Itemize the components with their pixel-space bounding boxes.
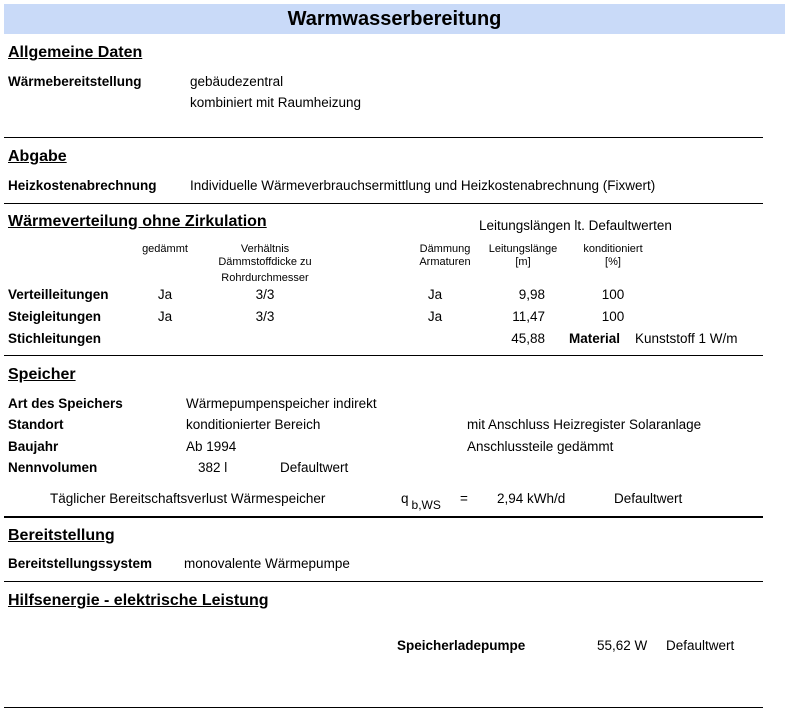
section-heading-allgemeine-daten: Allgemeine Daten: [8, 44, 143, 61]
section-heading-speicher: Speicher: [8, 366, 76, 383]
divider: [4, 203, 763, 204]
bereitschaftsverlust-value: 2,94 kWh/d: [497, 491, 566, 506]
speicherladepumpe-extra: Defaultwert: [666, 638, 735, 653]
column-header-konditioniert-2: [%]: [605, 256, 621, 268]
page-title: Warmwasserbereitung: [4, 4, 785, 34]
row-label-stichleitungen: Stichleitungen: [8, 331, 102, 346]
nennvolumen-value: 382 l: [198, 460, 228, 475]
speicher-art-label: Art des Speichers: [8, 396, 123, 411]
material-value: Kunststoff 1 W/m: [635, 331, 738, 346]
symbol-q: q: [401, 491, 409, 506]
cell-laenge: 45,88: [511, 331, 545, 346]
cell-gedaemmt: Ja: [157, 287, 173, 302]
cell-laenge: 11,47: [512, 309, 545, 324]
baujahr-value: Ab 1994: [186, 439, 237, 454]
bereitschaftsverlust-label: Täglicher Bereitschaftsverlust Wärmespeicher: [50, 491, 326, 506]
cell-konditioniert: 100: [601, 287, 625, 302]
column-header-verhaeltnis-3: Rohrdurchmesser: [221, 272, 309, 284]
column-header-verhaeltnis-1: Verhältnis: [240, 243, 290, 255]
heizkostenabrechnung-value: Individuelle Wärmeverbrauchsermittlung und Heizkostenabrechnung (Fixwert): [190, 178, 656, 193]
baujahr-label: Baujahr: [8, 439, 59, 454]
column-header-daemmung-1: Dämmung: [419, 243, 471, 255]
standort-value: konditionierter Bereich: [186, 417, 321, 432]
waermebereitstellung-value-2: kombiniert mit Raumheizung: [190, 95, 362, 110]
bereitschaftsverlust-extra: Defaultwert: [614, 491, 683, 506]
divider: [4, 137, 763, 138]
divider: [4, 581, 763, 582]
divider: [4, 707, 763, 708]
speicherladepumpe-value: 55,62 W: [597, 638, 648, 653]
row-label-verteilleitungen: Verteilleitungen: [8, 287, 109, 302]
heizkostenabrechnung-label: Heizkostenabrechnung: [8, 178, 157, 193]
standort-label: Standort: [8, 417, 64, 432]
section-heading-waermeverteilung: Wärmeverteilung ohne Zirkulation: [8, 213, 267, 230]
column-header-gedaemmt: gedämmt: [142, 243, 188, 255]
cell-armaturen: Ja: [427, 287, 443, 302]
equals-sign: =: [460, 491, 468, 506]
speicherladepumpe-label: Speicherladepumpe: [397, 638, 526, 653]
divider: [4, 355, 763, 356]
cell-verhaeltnis: 3/3: [255, 287, 275, 302]
column-header-laenge-1: Leitungslänge: [488, 243, 558, 255]
cell-armaturen: Ja: [427, 309, 443, 324]
nennvolumen-label: Nennvolumen: [8, 460, 98, 475]
column-header-verhaeltnis-2: Dämmstoffdicke zu: [218, 256, 312, 268]
nennvolumen-extra: Defaultwert: [280, 460, 349, 475]
waermebereitstellung-label: Wärmebereitstellung: [8, 74, 142, 89]
baujahr-extra: Anschlussteile gedämmt: [467, 439, 614, 454]
column-header-laenge-2: [m]: [515, 256, 531, 268]
section-heading-abgabe: Abgabe: [8, 148, 67, 165]
speicher-art-value: Wärmepumpenspeicher indirekt: [186, 396, 377, 411]
bereitschaftsverlust-symbol: [401, 491, 441, 512]
section-heading-hilfsenergie: Hilfsenergie - elektrische Leistung: [8, 592, 269, 609]
cell-konditioniert: 100: [601, 309, 625, 324]
symbol-subscript: b,WS: [411, 498, 441, 512]
standort-extra: mit Anschluss Heizregister Solaranlage: [467, 417, 702, 432]
cell-verhaeltnis: 3/3: [255, 309, 275, 324]
section-heading-bereitstellung: Bereitstellung: [8, 527, 115, 544]
column-header-daemmung-2: Armaturen: [419, 256, 471, 268]
waermebereitstellung-value-1: gebäudezentral: [190, 74, 284, 89]
cell-gedaemmt: Ja: [157, 309, 173, 324]
leitungslaengen-note: Leitungslängen lt. Defaultwerten: [479, 218, 672, 233]
material-label: Material: [569, 331, 621, 346]
bereitstellungssystem-value: monovalente Wärmepumpe: [184, 556, 350, 571]
bereitstellungssystem-label: Bereitstellungssystem: [8, 556, 153, 571]
divider: [4, 516, 763, 518]
column-header-konditioniert-1: konditioniert: [583, 243, 643, 255]
row-label-steigleitungen: Steigleitungen: [8, 309, 102, 324]
cell-laenge: 9,98: [518, 287, 545, 302]
